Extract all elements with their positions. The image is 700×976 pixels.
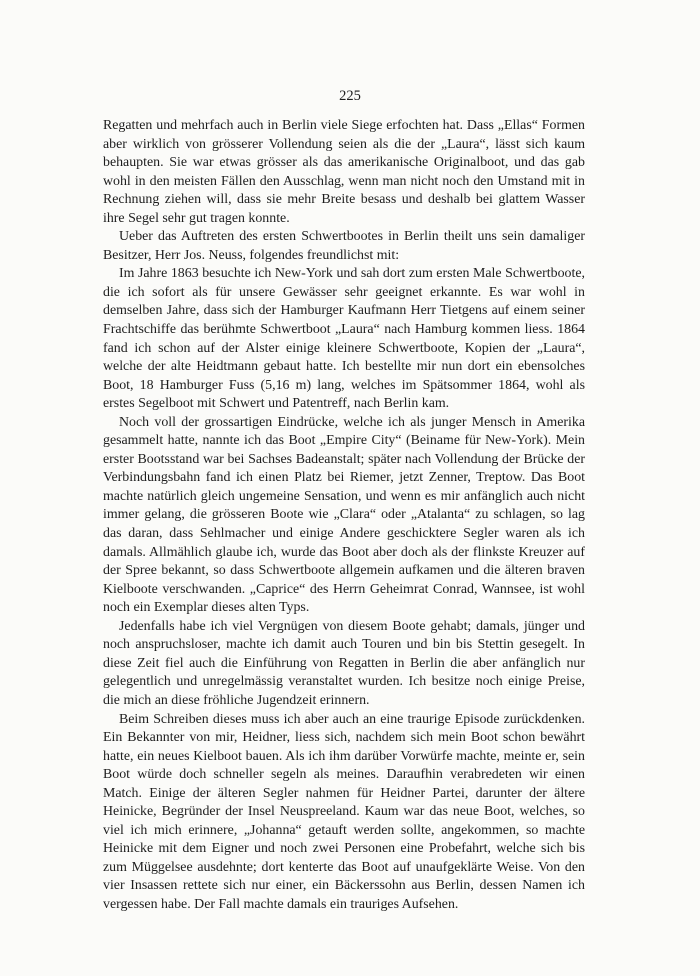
paragraph-quote-2: Noch voll der grossartigen Eindrücke, welche ich als junger Mensch in Amerika gesammelt hatte, nannte ich das Boot „Empire City“ (Beiname für New-York). Mein erster Bootsstand war bei Sachses Badeanstalt; später nach Vollendung der Brücke der Verbindungsbahn fand ich einen Platz bei Riemer, jetzt Zenner, Treptow. Das Boot machte natürlich gleich ungemeine Sensation, und wenn es mir anfänglich auch nicht immer gelang, die grösseren Boote wie „Clara“ oder „Atalanta“ zu schlagen, so lag das daran, dass Sehlmacher und einige Andere geschicktere Segler waren als ich damals. Allmählich glaube ich, wurde das Boot aber doch als der flinkste Kreuzer auf der Spree bekannt, so dass Schwertboote allgemein aufkamen und die älteren braven Kielboote verschwanden. „Caprice“ des Herrn Geheimrat Conrad, Wannsee, ist wohl noch ein Exemplar dieses alten Typs.: [103, 414, 585, 616]
paragraph-quote-4: Beim Schreiben dieses muss ich aber auch an eine traurige Episode zurückdenken. Ein Bekannter von mir, Heidner, liess sich, nachdem sich mein Boot schon bewährt hatte, ein neues Kielboot bauen. Als ich ihm darüber Vorwürfe machte, meinte er, sein Boot würde doch schneller segeln als meines. Daraufhin verabredeten wir einen Match. Einige der älteren Segler nahmen für Heidner Partei, darunter der ältere Heinicke, Begründer der Insel Neuspreeland. Kaum war das neue Boot, welches, so viel ich mich erinnere, „Johanna“ getauft werden sollte, angekommen, so machte Heinicke mit dem Eigner und noch zwei Personen eine Probefahrt, welche sich bis zum Müggelsee ausdehnte; dort kenterte das Boot auf unaufgeklärte Weise. Von den vier Insassen rettete sich nur einer, ein Bäckerssohn aus Berlin, dessen Namen ich vergessen habe. Der Fall machte damals ein trauriges Aufsehen.: [103, 711, 585, 912]
paragraph-intro: Ueber das Auftreten des ersten Schwertbootes in Berlin theilt uns sein damaliger Besitzer, Herr Jos. Neuss, folgendes freundlichst mit:: [103, 229, 585, 263]
paragraph-quote-3: Jedenfalls habe ich viel Vergnügen von diesem Boote gehabt; damals, jünger und noch anspruchsloser, machte ich damit auch Touren und bin bis Stettin gesegelt. In diese Zeit fiel auch die Einführung von Regatten in Berlin die aber anfänglich nur gelegentlich und unregelmässig veranstaltet wurden. Ich besitze noch einige Preise, die mich an diese fröhliche Jugendzeit erinnern.: [103, 618, 585, 708]
body-text: [103, 117, 585, 915]
paragraph-continuation: Regatten und mehrfach auch in Berlin viele Siege erfochten hat. Dass „Ellas“ Formen aber wirklich von grösserer Vollendung seien als die der „Laura“, lässt sich kaum behaupten. Sie war etwas grösser als das amerikanische Originalboot, und das gab wohl in den meisten Fällen den Ausschlag, wenn man nicht noch den Umstand mit in Rechnung ziehen will, dass sie mehr Breite besass und deshalb bei glattem Wasser ihre Segel sehr gut tragen konnte.: [103, 118, 585, 226]
paragraph-quote-1: Im Jahre 1863 besuchte ich New-York und sah dort zum ersten Male Schwertboote, die ich sofort als für unsere Gewässer sehr geeignet erkannte. Es war wohl in demselben Jahre, dass sich der Hamburger Kaufmann Herr Tietgens auf einem seiner Frachtschiffe das berühmte Schwertboot „Laura“ nach Hamburg kommen liess. 1864 fand ich schon auf der Alster einige kleinere Schwertboote, Kopien der „Laura“, welche der alte Heidtmann gebaut hatte. Ich bestellte mir nun dort ein ebensolches Boot, 18 Hamburger Fuss (5,16 m) lang, welches im Spätsommer 1864, wohl als erstes Segelboot mit Schwert und Patentreff, nach Berlin kam.: [103, 266, 585, 412]
page-number: 225: [339, 88, 361, 104]
